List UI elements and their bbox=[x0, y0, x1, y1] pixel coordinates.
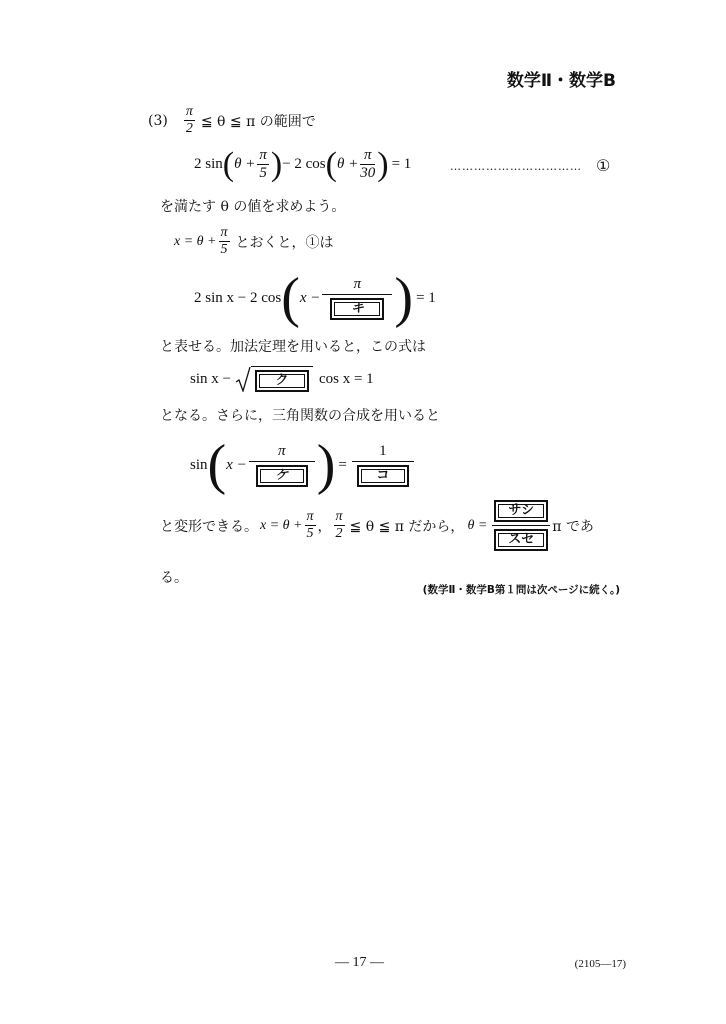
problem-number: (3) bbox=[148, 112, 168, 129]
answer-box-ku[interactable]: ク bbox=[255, 370, 309, 392]
equation-1 bbox=[194, 147, 411, 183]
equation-2 bbox=[194, 267, 436, 329]
subst-frac-den: 5 bbox=[220, 242, 228, 258]
eq3-lead: sin x − bbox=[190, 370, 231, 387]
eq4-sin: sin bbox=[190, 456, 208, 473]
final-frac-1 bbox=[305, 509, 316, 542]
eq1-frac1-den: 5 bbox=[259, 165, 267, 182]
eq2-fraction bbox=[322, 276, 392, 319]
eq4-paren-close: ) bbox=[316, 434, 336, 496]
eq1-paren-open-1: ( bbox=[222, 145, 235, 183]
answer-box-sashi[interactable]: サシ bbox=[494, 500, 548, 522]
eq4-fraction-1 bbox=[249, 443, 315, 486]
range-frac-num: π bbox=[184, 104, 195, 121]
eq1-theta-plus-2: θ + bbox=[336, 156, 359, 173]
eq1-cos: − 2 cos bbox=[282, 156, 326, 173]
eq1-paren-close-2: ) bbox=[377, 145, 389, 183]
eq2-frac-num: π bbox=[322, 276, 392, 294]
eq4-fraction-2 bbox=[352, 443, 414, 486]
equation-4 bbox=[190, 434, 416, 496]
rewrite-line: と表せる。加法定理を用いると，この式は bbox=[160, 339, 426, 355]
find-theta-line: を満たす θ の値を求めよう。 bbox=[160, 199, 346, 215]
eq1-frac1-num: π bbox=[257, 147, 269, 165]
eq1-frac2-num: π bbox=[360, 147, 375, 165]
eq1-rhs: = 1 bbox=[391, 156, 412, 173]
sqrt-symbol bbox=[235, 366, 313, 392]
final-frac1-den: 5 bbox=[306, 526, 314, 541]
eq4-frac1-num: π bbox=[249, 443, 315, 461]
final-range: ≦ θ ≦ π だから， bbox=[349, 518, 465, 535]
subst-x-eq: x = θ + bbox=[174, 233, 217, 249]
eq1-label: ① bbox=[596, 156, 611, 175]
eq1-paren-open-2: ( bbox=[325, 145, 337, 183]
eq4-frac2-num: 1 bbox=[352, 443, 414, 461]
eq2-lead: 2 sin x − 2 cos bbox=[194, 289, 282, 306]
subst-fraction bbox=[219, 225, 230, 258]
eq2-paren-close: ) bbox=[394, 267, 414, 329]
final-frac1-num: π bbox=[305, 509, 316, 526]
answer-box-ke[interactable]: ケ bbox=[256, 465, 308, 487]
compose-line: となる。さらに，三角関数の合成を用いると bbox=[160, 408, 440, 424]
page-code: (2105—17) bbox=[574, 958, 626, 970]
answer-box-ko[interactable]: コ bbox=[357, 465, 409, 487]
range-text: ≦ θ ≦ π の範囲で bbox=[200, 113, 316, 130]
eq4-x-minus: x − bbox=[226, 456, 247, 473]
eq2-paren-open: ( bbox=[281, 267, 300, 329]
eq1-leader-dots: …………………………… bbox=[450, 160, 582, 173]
eq3-tail: cos x = 1 bbox=[318, 370, 374, 387]
continuation-note: (数学Ⅱ・数学B第１問は次ページに続く。) bbox=[422, 584, 620, 596]
eq2-x-minus: x − bbox=[299, 289, 321, 306]
eq1-frac2-den: 30 bbox=[360, 165, 376, 182]
answer-box-ki[interactable]: キ bbox=[330, 298, 384, 320]
substitution-line bbox=[174, 225, 334, 258]
final-continuation: る。 bbox=[160, 570, 188, 586]
page-header-title: 数学Ⅱ・数学B bbox=[506, 71, 616, 91]
eq1-frac-2 bbox=[360, 147, 375, 183]
final-comma: ， bbox=[317, 518, 332, 535]
eq1-paren-close-1: ) bbox=[270, 145, 283, 183]
final-x-eq: x = θ + bbox=[260, 517, 303, 533]
eq1-theta-plus-1: θ + bbox=[234, 156, 256, 173]
final-answer-fraction bbox=[492, 500, 550, 551]
page-number: — 17 — bbox=[335, 955, 384, 970]
eq1-sin: 2 sin bbox=[194, 156, 223, 173]
final-frac2-den: 2 bbox=[335, 526, 343, 541]
final-line bbox=[160, 500, 594, 551]
range-frac-den: 2 bbox=[185, 121, 193, 137]
subst-frac-num: π bbox=[219, 225, 230, 242]
final-frac-2 bbox=[334, 509, 345, 542]
final-theta-eq: θ = bbox=[467, 517, 488, 533]
eq1-frac-1 bbox=[257, 147, 269, 183]
range-fraction bbox=[184, 104, 195, 137]
eq4-paren-open: ( bbox=[207, 434, 227, 496]
final-tail: π であ bbox=[552, 518, 594, 535]
eq4-equals: = bbox=[338, 456, 347, 473]
final-frac2-num: π bbox=[334, 509, 345, 526]
final-lead: と変形できる。 bbox=[160, 518, 258, 535]
eq2-rhs: = 1 bbox=[416, 289, 436, 306]
subst-tail: とおくと，①は bbox=[235, 234, 334, 251]
equation-3 bbox=[190, 366, 374, 392]
sqrt-icon bbox=[235, 366, 251, 392]
problem-range-line bbox=[148, 104, 316, 137]
answer-box-suse[interactable]: スセ bbox=[494, 529, 548, 551]
